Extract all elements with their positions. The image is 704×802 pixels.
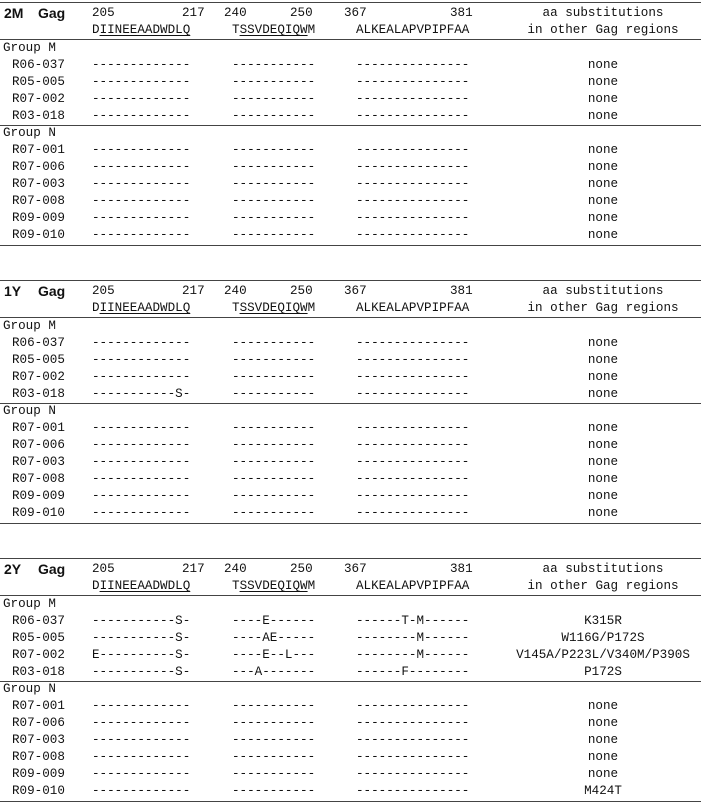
group-label: Group M	[3, 597, 56, 611]
patient-id: R05-005	[12, 353, 65, 367]
patient-id: R07-003	[12, 455, 65, 469]
seq-region-2: -----------	[232, 353, 316, 367]
seq-region-1: -------------	[92, 750, 191, 764]
seq-region-1: -------------	[92, 336, 191, 350]
seq-region-1: -------------	[92, 143, 191, 157]
seq-region-2: -----------	[232, 177, 316, 191]
other-substitutions: W116G/P172S	[561, 631, 645, 645]
patient-id: R09-009	[12, 489, 65, 503]
seq-region-3: ---------------	[356, 75, 470, 89]
seq-region-2: -----------	[232, 58, 316, 72]
patient-id: R09-010	[12, 228, 65, 242]
seq-region-2: ----E--L---	[232, 648, 316, 662]
seq-region-3: ---------------	[356, 58, 470, 72]
seq-region-2: -----------	[232, 733, 316, 747]
seq-region-1: -------------	[92, 160, 191, 174]
other-substitutions: none	[587, 194, 619, 208]
seq-region-3: ------F--------	[356, 665, 470, 679]
seq-region-2: ---A-------	[232, 665, 316, 679]
other-substitutions: none	[587, 211, 619, 225]
patient-id: R07-002	[12, 370, 65, 384]
patient-id: R07-001	[12, 699, 65, 713]
group-rule	[0, 125, 701, 126]
seq-region-2: -----------	[232, 387, 316, 401]
seq-region-1: -------------	[92, 92, 191, 106]
patient-id: R07-003	[12, 733, 65, 747]
seq-region-1: -------------	[92, 370, 191, 384]
group-label: Group N	[3, 404, 56, 418]
time-label: 2Y	[4, 561, 22, 577]
seq-region-3: ---------------	[356, 421, 470, 435]
other-substitutions: V145A/P223L/V340M/P390S	[516, 648, 690, 662]
protein-label: Gag	[38, 561, 66, 577]
group-label: Group N	[3, 126, 56, 140]
other-substitutions: none	[587, 177, 619, 191]
seq-region-1: -------------	[92, 194, 191, 208]
other-substitutions: none	[587, 75, 619, 89]
other-substitutions: none	[587, 489, 619, 503]
patient-id: R07-003	[12, 177, 65, 191]
column-header-line1: aa substitutions	[542, 284, 664, 298]
seq-region-3: ---------------	[356, 160, 470, 174]
seq-region-2: ----E------	[232, 614, 316, 628]
patient-id: R07-008	[12, 472, 65, 486]
seq-region-2: ----AE-----	[232, 631, 316, 645]
header-rule	[0, 317, 701, 318]
seq-region-2: -----------	[232, 143, 316, 157]
position-end-3: 381	[450, 562, 473, 576]
seq-region-2: -----------	[232, 506, 316, 520]
seq-region-2: -----------	[232, 160, 316, 174]
position-end-1: 217	[182, 562, 205, 576]
seq-region-3: --------M------	[356, 648, 470, 662]
seq-region-3: ---------------	[356, 387, 470, 401]
reference-seq-3: ALKEALAPVPIPFAA	[356, 23, 470, 37]
group-rule	[0, 403, 701, 404]
patient-id: R07-006	[12, 160, 65, 174]
patient-id: R05-005	[12, 75, 65, 89]
other-substitutions: none	[587, 750, 619, 764]
patient-id: R03-018	[12, 109, 65, 123]
header-rule	[0, 39, 701, 40]
seq-region-1: -------------	[92, 228, 191, 242]
seq-region-2: -----------	[232, 228, 316, 242]
seq-region-2: -----------	[232, 472, 316, 486]
position-end-1: 217	[182, 6, 205, 20]
other-substitutions: none	[587, 228, 619, 242]
position-start-1: 205	[92, 6, 115, 20]
seq-region-1: -----------S-	[92, 387, 191, 401]
position-end-1: 217	[182, 284, 205, 298]
seq-region-1: -------------	[92, 421, 191, 435]
patient-id: R07-008	[12, 750, 65, 764]
position-end-3: 381	[450, 6, 473, 20]
other-substitutions: none	[587, 455, 619, 469]
reference-seq-3: ALKEALAPVPIPFAA	[356, 301, 470, 315]
reference-seq-2: TSSVDEQIQWM	[232, 579, 316, 593]
seq-region-3: ---------------	[356, 211, 470, 225]
other-substitutions: none	[587, 699, 619, 713]
top-rule	[0, 2, 701, 3]
seq-region-2: -----------	[232, 421, 316, 435]
seq-region-2: -----------	[232, 211, 316, 225]
column-header-line2: in other Gag regions	[527, 23, 679, 37]
seq-region-2: -----------	[232, 194, 316, 208]
position-end-3: 381	[450, 284, 473, 298]
patient-id: R09-009	[12, 767, 65, 781]
seq-region-1: -------------	[92, 109, 191, 123]
seq-region-3: --------M------	[356, 631, 470, 645]
group-label: Group N	[3, 682, 56, 696]
position-end-2: 250	[290, 6, 313, 20]
patient-id: R03-018	[12, 665, 65, 679]
seq-region-2: -----------	[232, 716, 316, 730]
patient-id: R06-037	[12, 336, 65, 350]
time-label: 2M	[4, 5, 24, 21]
other-substitutions: none	[587, 92, 619, 106]
column-header-line1: aa substitutions	[542, 562, 664, 576]
patient-id: R06-037	[12, 614, 65, 628]
other-substitutions: P172S	[584, 665, 622, 679]
seq-region-2: -----------	[232, 767, 316, 781]
seq-region-2: -----------	[232, 75, 316, 89]
column-header-line2: in other Gag regions	[527, 579, 679, 593]
seq-region-3: ---------------	[356, 699, 470, 713]
header-rule	[0, 595, 701, 596]
reference-seq-2: TSSVDEQIQWM	[232, 23, 316, 37]
seq-region-3: ---------------	[356, 455, 470, 469]
seq-region-2: -----------	[232, 370, 316, 384]
other-substitutions: none	[587, 109, 619, 123]
reference-seq-2: TSSVDEQIQWM	[232, 301, 316, 315]
other-substitutions: none	[587, 387, 619, 401]
patient-id: R07-008	[12, 194, 65, 208]
seq-region-3: ---------------	[356, 472, 470, 486]
seq-region-3: ---------------	[356, 733, 470, 747]
other-substitutions: none	[587, 472, 619, 486]
other-substitutions: none	[587, 370, 619, 384]
patient-id: R09-010	[12, 784, 65, 798]
position-start-1: 205	[92, 562, 115, 576]
bottom-rule	[0, 523, 701, 524]
position-start-3: 367	[344, 284, 367, 298]
top-rule	[0, 558, 701, 559]
reference-seq-3: ALKEALAPVPIPFAA	[356, 579, 470, 593]
group-label: Group M	[3, 319, 56, 333]
patient-id: R07-002	[12, 648, 65, 662]
seq-region-2: -----------	[232, 92, 316, 106]
seq-region-1: -------------	[92, 784, 191, 798]
position-end-2: 250	[290, 284, 313, 298]
patient-id: R07-006	[12, 716, 65, 730]
patient-id: R05-005	[12, 631, 65, 645]
patient-id: R07-001	[12, 421, 65, 435]
seq-region-1: E----------S-	[92, 648, 191, 662]
reference-seq-1: DIINEEAADWDLQ	[92, 579, 191, 593]
seq-region-1: -------------	[92, 716, 191, 730]
seq-region-3: ---------------	[356, 194, 470, 208]
seq-region-3: ---------------	[356, 716, 470, 730]
position-start-3: 367	[344, 6, 367, 20]
other-substitutions: none	[587, 160, 619, 174]
seq-region-2: -----------	[232, 336, 316, 350]
seq-region-3: ---------------	[356, 353, 470, 367]
seq-region-3: ---------------	[356, 489, 470, 503]
column-header-line1: aa substitutions	[542, 6, 664, 20]
seq-region-3: ---------------	[356, 92, 470, 106]
seq-region-2: -----------	[232, 489, 316, 503]
other-substitutions: none	[587, 353, 619, 367]
patient-id: R06-037	[12, 58, 65, 72]
seq-region-1: -------------	[92, 767, 191, 781]
protein-label: Gag	[38, 283, 66, 299]
group-rule	[0, 681, 701, 682]
other-substitutions: none	[587, 336, 619, 350]
reference-seq-1: DIINEEAADWDLQ	[92, 23, 191, 37]
seq-region-1: -----------S-	[92, 665, 191, 679]
seq-region-3: ---------------	[356, 143, 470, 157]
seq-region-3: ---------------	[356, 370, 470, 384]
seq-region-3: ---------------	[356, 438, 470, 452]
patient-id: R07-001	[12, 143, 65, 157]
top-rule	[0, 280, 701, 281]
protein-label: Gag	[38, 5, 66, 21]
seq-region-2: -----------	[232, 750, 316, 764]
position-start-3: 367	[344, 562, 367, 576]
seq-region-3: ---------------	[356, 336, 470, 350]
seq-region-3: ---------------	[356, 750, 470, 764]
seq-region-1: -------------	[92, 506, 191, 520]
seq-region-2: -----------	[232, 699, 316, 713]
patient-id: R09-010	[12, 506, 65, 520]
position-end-2: 250	[290, 562, 313, 576]
seq-region-1: -------------	[92, 438, 191, 452]
seq-region-1: -------------	[92, 699, 191, 713]
seq-region-1: -------------	[92, 177, 191, 191]
seq-region-1: -------------	[92, 353, 191, 367]
patient-id: R09-009	[12, 211, 65, 225]
position-start-2: 240	[224, 562, 247, 576]
seq-region-2: -----------	[232, 455, 316, 469]
other-substitutions: M424T	[584, 784, 622, 798]
seq-region-1: -------------	[92, 733, 191, 747]
other-substitutions: K315R	[584, 614, 622, 628]
other-substitutions: none	[587, 767, 619, 781]
bottom-rule	[0, 245, 701, 246]
patient-id: R03-018	[12, 387, 65, 401]
seq-region-1: -------------	[92, 75, 191, 89]
other-substitutions: none	[587, 421, 619, 435]
seq-region-1: -------------	[92, 58, 191, 72]
seq-region-1: -----------S-	[92, 631, 191, 645]
other-substitutions: none	[587, 733, 619, 747]
other-substitutions: none	[587, 143, 619, 157]
reference-seq-1: DIINEEAADWDLQ	[92, 301, 191, 315]
seq-region-1: -------------	[92, 211, 191, 225]
seq-region-2: -----------	[232, 109, 316, 123]
seq-region-1: -------------	[92, 455, 191, 469]
seq-region-3: ---------------	[356, 506, 470, 520]
group-label: Group M	[3, 41, 56, 55]
position-start-1: 205	[92, 284, 115, 298]
column-header-line2: in other Gag regions	[527, 301, 679, 315]
other-substitutions: none	[587, 506, 619, 520]
seq-region-3: ---------------	[356, 767, 470, 781]
seq-region-3: ---------------	[356, 228, 470, 242]
position-start-2: 240	[224, 6, 247, 20]
patient-id: R07-006	[12, 438, 65, 452]
seq-region-3: ---------------	[356, 109, 470, 123]
position-start-2: 240	[224, 284, 247, 298]
other-substitutions: none	[587, 58, 619, 72]
time-label: 1Y	[4, 283, 22, 299]
seq-region-2: -----------	[232, 438, 316, 452]
seq-region-2: -----------	[232, 784, 316, 798]
seq-region-1: -------------	[92, 489, 191, 503]
seq-region-3: ---------------	[356, 177, 470, 191]
other-substitutions: none	[587, 716, 619, 730]
seq-region-3: ------T-M------	[356, 614, 470, 628]
seq-region-1: -------------	[92, 472, 191, 486]
seq-region-1: -----------S-	[92, 614, 191, 628]
other-substitutions: none	[587, 438, 619, 452]
seq-region-3: ---------------	[356, 784, 470, 798]
patient-id: R07-002	[12, 92, 65, 106]
